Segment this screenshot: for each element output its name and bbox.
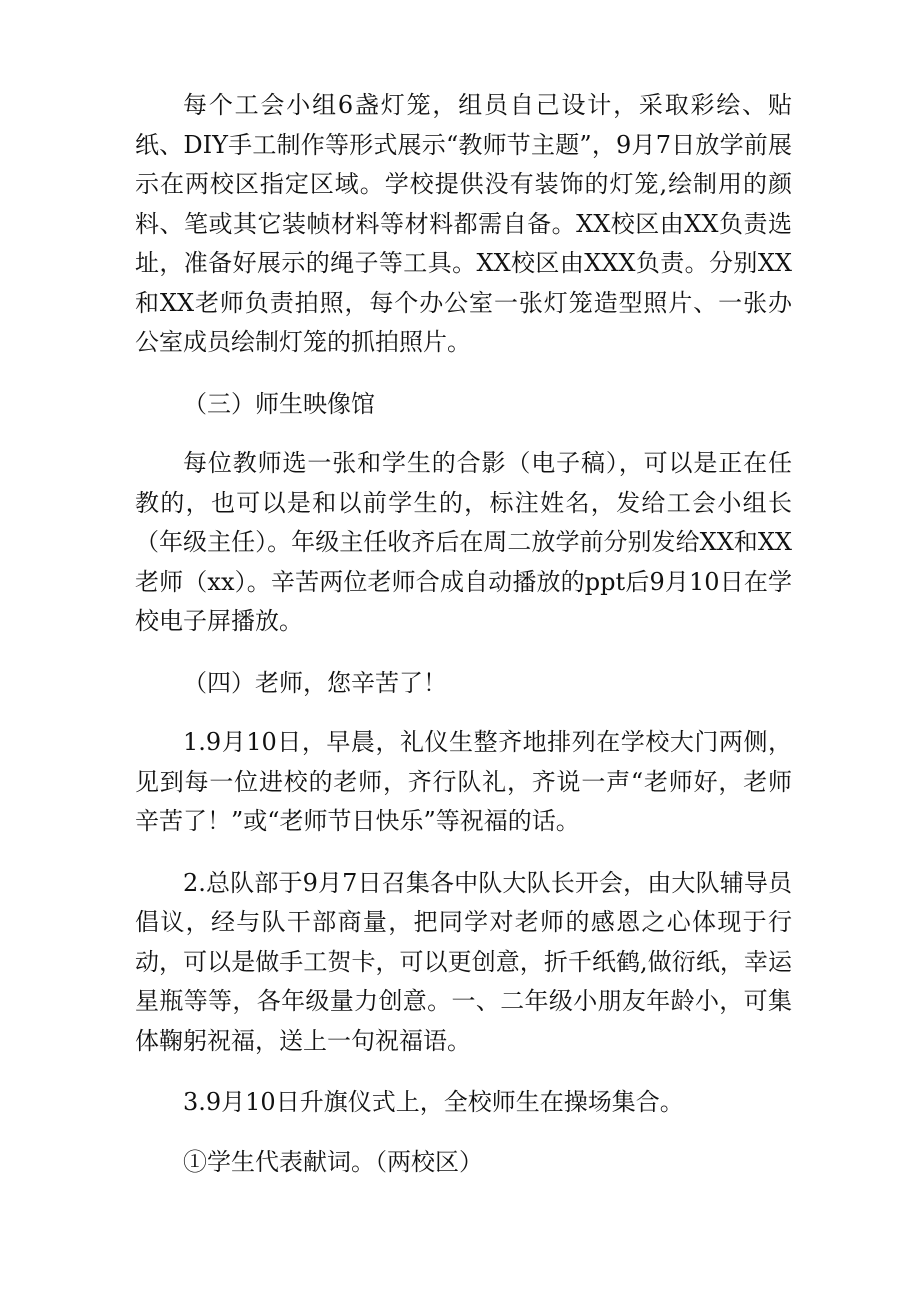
section-heading-4: （四）老师，您辛苦了！ <box>183 668 447 697</box>
paragraph-greeting: 1.9月10日，早晨，礼仪生整齐地排列在学校大门两侧，见到每一位进校的老师，齐行队礼，齐说一声“老师好，老师辛苦了！”或“老师节日快乐”等祝福的话。 <box>135 728 792 835</box>
paragraph-student-speech: ①学生代表献词。（两校区） <box>183 1147 483 1176</box>
paragraph-activities: 2.总队部于9月7日召集各中队大队长开会，由大队辅导员倡议，经与队干部商量，把同学对老师的感恩之心体现于行动，可以是做手工贺卡，可以更创意，折千纸鹤,做衍纸，幸运星瓶等等，各年级量力创意。一、二年级小朋友年龄小，可集体鞠躬祝福，送上一句祝福语。 <box>135 868 792 1055</box>
paragraph-flag-ceremony: 3.9月10日升旗仪式上，全校师生在操场集合。 <box>183 1088 684 1116</box>
paragraph-lanterns: 每个工会小组6盏灯笼，组员自己设计，采取彩绘、贴纸、DIY手工制作等形式展示“教师节主题”，9月7日放学前展示在两校区指定区域。学校提供没有装饰的灯笼,绘制用的颜料、笔或其它装帧材料等材料都需自备。XX校区由XX负责选址，准备好展示的绳子等工具。XX校区由XXX负责。分别XX和XX老师负责拍照，每个办公室一张灯笼造型照片、一张办公室成员绘制灯笼的抓拍照片。 <box>135 91 792 356</box>
section-heading-3: （三）师生映像馆 <box>183 389 375 418</box>
paragraph-photo-gallery: 每位教师选一张和学生的合影（电子稿），可以是正在任教的，也可以是和以前学生的，标注姓名，发给工会小组长（年级主任）。年级主任收齐后在周二放学前分别发给XX和XX老师（xx）。辛苦两位老师合成自动播放的ppt后9月10日在学校电子屏播放。 <box>135 449 792 635</box>
